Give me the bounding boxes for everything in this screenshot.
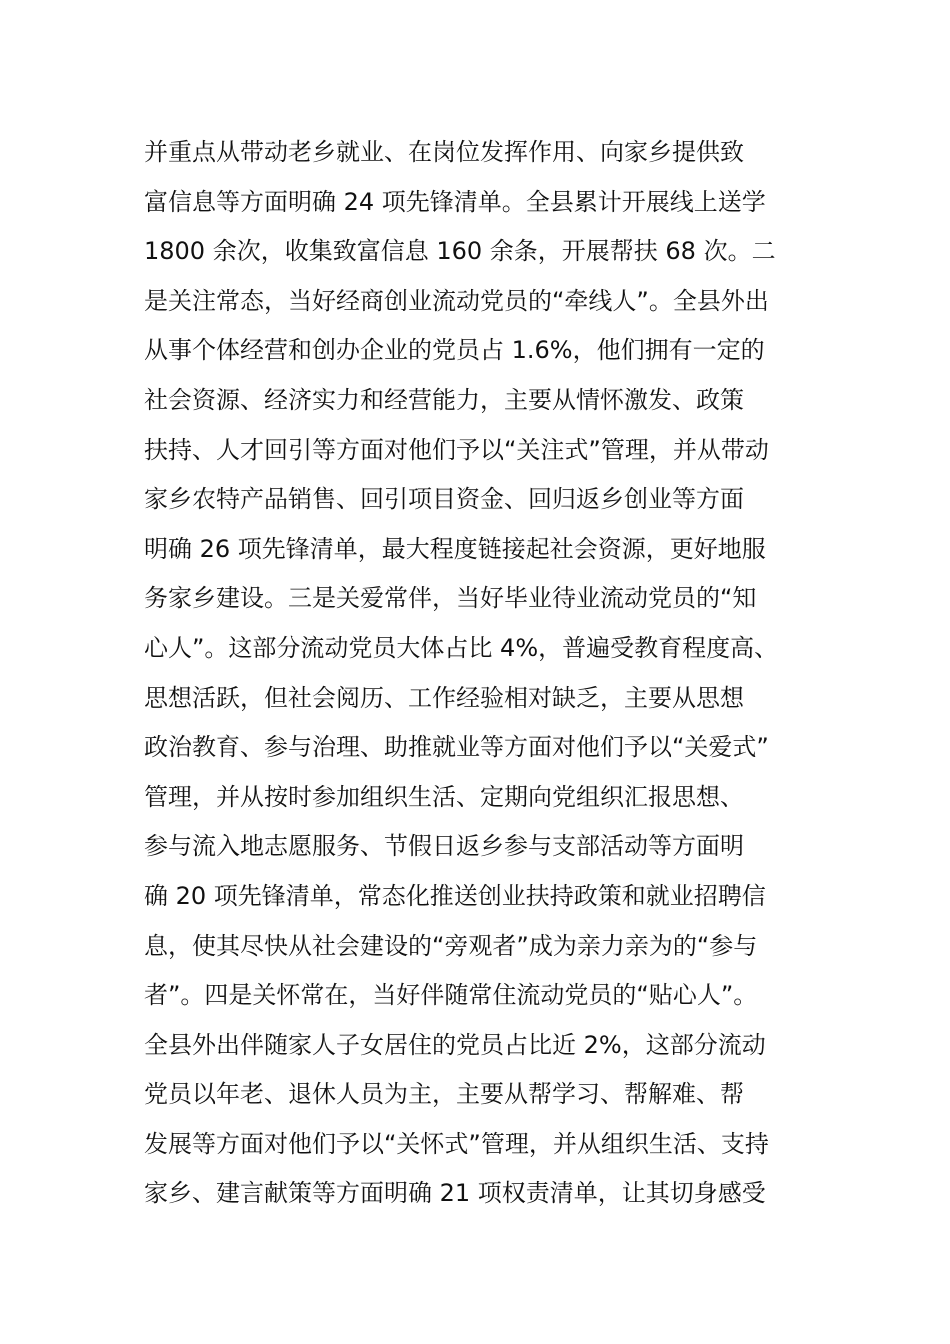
text-line-14: 管理，并从按时参加组织生活、定期向党组织汇报思想、 [144, 782, 744, 811]
text-line-19: 全县外出伴随家人子女居住的党员占比近 2%，这部分流动 [144, 1030, 766, 1059]
text-line-17: 息，使其尽快从社会建设的“旁观者”成为亲力亲为的“参与 [144, 931, 758, 960]
body-paragraph [144, 128, 864, 1219]
text-line-10: 务家乡建设。三是关爱常伴，当好毕业待业流动党员的“知 [144, 584, 757, 613]
text-line-22: 家乡、建言献策等方面明确 21 项权责清单，让其切身感受 [144, 1179, 766, 1208]
text-line-8: 家乡农特产品销售、回引项目资金、回归返乡创业等方面 [144, 485, 744, 514]
text-line-5: 从事个体经营和创办企业的党员占 1.6%，他们拥有一定的 [144, 336, 765, 365]
text-line-4: 是关注常态，当好经商创业流动党员的“牵线人”。全县外出 [144, 286, 769, 315]
text-line-16: 确 20 项先锋清单，常态化推送创业扶持政策和就业招聘信 [144, 881, 766, 910]
text-line-15: 参与流入地志愿服务、节假日返乡参与支部活动等方面明 [144, 832, 744, 861]
text-line-12: 思想活跃，但社会阅历、工作经验相对缺乏，主要从思想 [144, 683, 744, 712]
text-line-3: 1800 余次，收集致富信息 160 余条，开展帮扶 68 次。二 [144, 237, 776, 266]
text-line-13: 政治教育、参与治理、助推就业等方面对他们予以“关爱式” [144, 733, 769, 762]
text-line-18: 者”。四是关怀常在，当好伴随常住流动党员的“贴心人”。 [144, 981, 758, 1010]
text-line-6: 社会资源、经济实力和经营能力，主要从情怀激发、政策 [144, 385, 744, 414]
text-line-11: 心人”。这部分流动党员大体占比 4%，普遍受教育程度高、 [144, 633, 779, 662]
text-line-7: 扶持、人才回引等方面对他们予以“关注式”管理，并从带动 [144, 435, 769, 464]
text-line-9: 明确 26 项先锋清单，最大程度链接起社会资源，更好地服 [144, 534, 766, 563]
text-line-21: 发展等方面对他们予以“关怀式”管理，并从组织生活、支持 [144, 1129, 769, 1158]
text-line-1: 并重点从带动老乡就业、在岗位发挥作用、向家乡提供致 [144, 138, 744, 166]
text-line-20: 党员以年老、退休人员为主，主要从帮学习、帮解难、帮 [144, 1080, 744, 1109]
text-line-2: 富信息等方面明确 24 项先锋清单。全县累计开展线上送学 [144, 187, 766, 216]
